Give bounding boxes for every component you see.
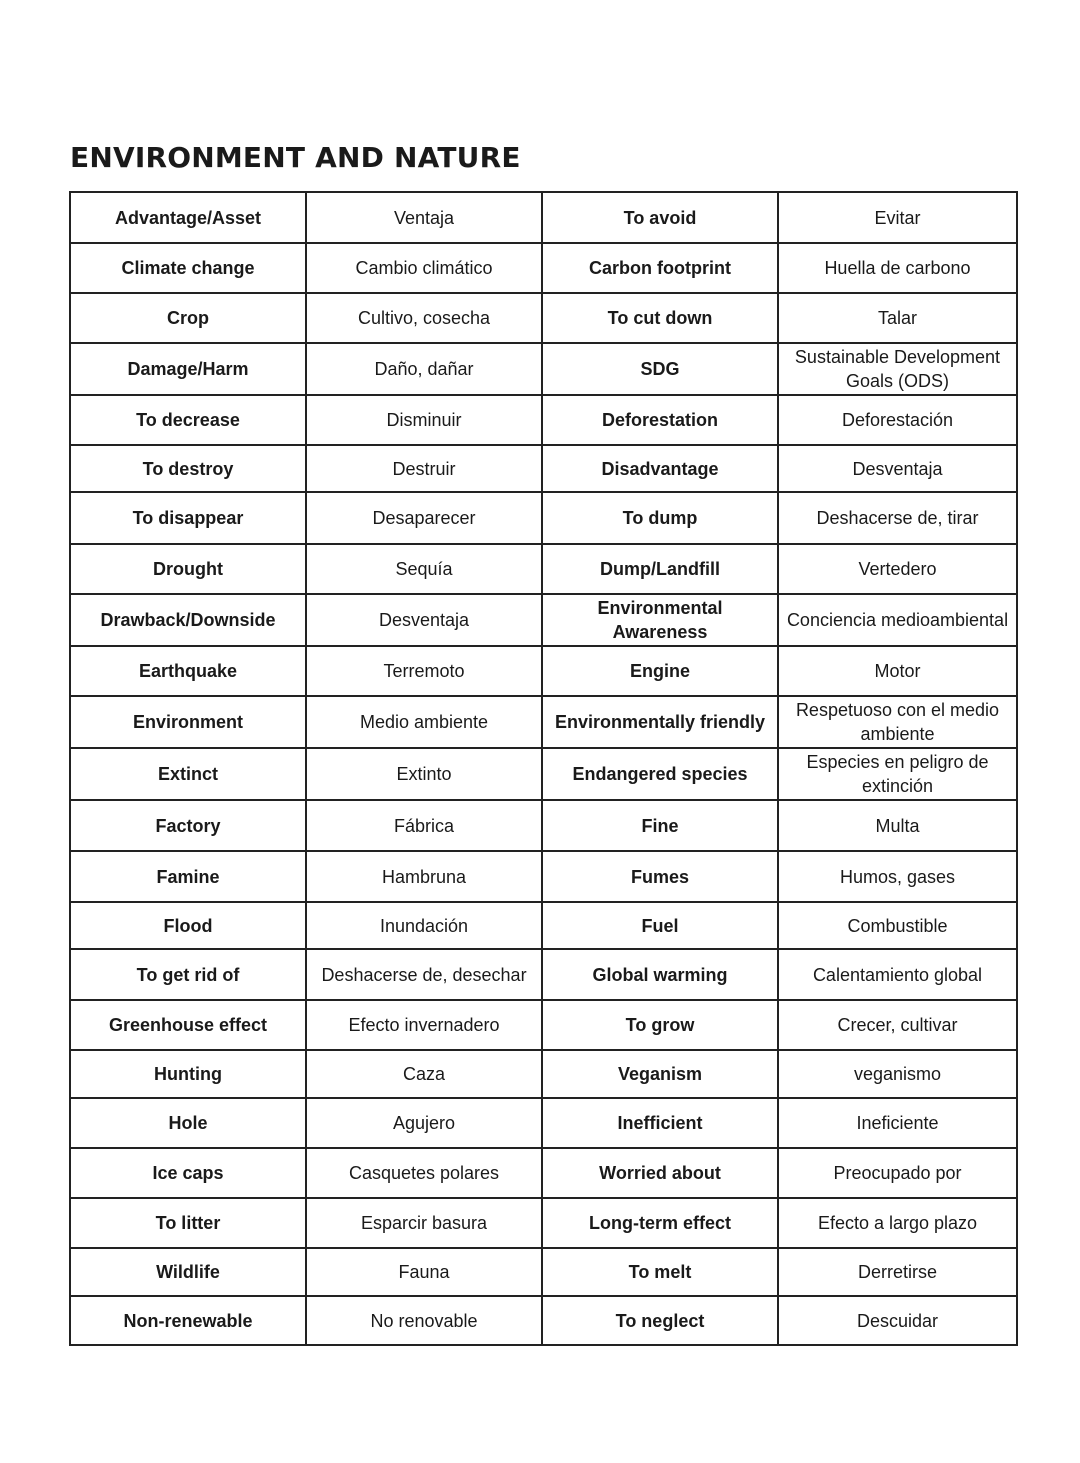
term-english-left: Factory <box>70 800 306 851</box>
vocabulary-table-body <box>70 192 1017 1345</box>
term-english-right: Veganism <box>542 1050 778 1098</box>
translation-spanish-right: Derretirse <box>778 1248 1017 1296</box>
translation-spanish-left: No renovable <box>306 1296 542 1345</box>
translation-spanish-left: Deshacerse de, desechar <box>306 949 542 1000</box>
translation-spanish-left: Fauna <box>306 1248 542 1296</box>
term-english-right: Environmental Awareness <box>542 594 778 646</box>
table-row <box>70 192 1017 243</box>
term-english-left: Flood <box>70 902 306 949</box>
translation-spanish-left: Caza <box>306 1050 542 1098</box>
term-english-right: Inefficient <box>542 1098 778 1148</box>
table-row <box>70 1148 1017 1198</box>
term-english-left: Climate change <box>70 243 306 293</box>
translation-spanish-left: Inundación <box>306 902 542 949</box>
translation-spanish-right: Especies en peligro de extinción <box>778 748 1017 800</box>
translation-spanish-left: Disminuir <box>306 395 542 445</box>
translation-spanish-left: Sequía <box>306 544 542 594</box>
table-row <box>70 293 1017 343</box>
term-english-right: Endangered species <box>542 748 778 800</box>
term-english-left: To get rid of <box>70 949 306 1000</box>
translation-spanish-left: Medio ambiente <box>306 696 542 748</box>
translation-spanish-left: Daño, dañar <box>306 343 542 395</box>
table-row <box>70 800 1017 851</box>
translation-spanish-right: Crecer, cultivar <box>778 1000 1017 1050</box>
translation-spanish-left: Cambio climático <box>306 243 542 293</box>
table-row <box>70 1198 1017 1248</box>
translation-spanish-left: Esparcir basura <box>306 1198 542 1248</box>
translation-spanish-left: Casquetes polares <box>306 1148 542 1198</box>
table-row <box>70 492 1017 544</box>
translation-spanish-left: Agujero <box>306 1098 542 1148</box>
term-english-right: Global warming <box>542 949 778 1000</box>
term-english-left: Damage/Harm <box>70 343 306 395</box>
term-english-right: Fine <box>542 800 778 851</box>
term-english-left: To destroy <box>70 445 306 492</box>
translation-spanish-left: Cultivo, cosecha <box>306 293 542 343</box>
term-english-right: Environmentally friendly <box>542 696 778 748</box>
term-english-left: To decrease <box>70 395 306 445</box>
term-english-right: Engine <box>542 646 778 696</box>
term-english-right: To dump <box>542 492 778 544</box>
table-row <box>70 696 1017 748</box>
translation-spanish-right: Conciencia medioambiental <box>778 594 1017 646</box>
translation-spanish-right: Motor <box>778 646 1017 696</box>
term-english-left: Ice caps <box>70 1148 306 1198</box>
term-english-right: Fumes <box>542 851 778 902</box>
term-english-right: Fuel <box>542 902 778 949</box>
term-english-left: Drought <box>70 544 306 594</box>
translation-spanish-right: Ineficiente <box>778 1098 1017 1148</box>
translation-spanish-right: Talar <box>778 293 1017 343</box>
term-english-left: Drawback/Downside <box>70 594 306 646</box>
translation-spanish-right: Sustainable Development Goals (ODS) <box>778 343 1017 395</box>
term-english-right: Deforestation <box>542 395 778 445</box>
translation-spanish-left: Desventaja <box>306 594 542 646</box>
table-row <box>70 1000 1017 1050</box>
translation-spanish-right: Multa <box>778 800 1017 851</box>
term-english-left: Crop <box>70 293 306 343</box>
table-row <box>70 646 1017 696</box>
term-english-left: Non-renewable <box>70 1296 306 1345</box>
table-row <box>70 544 1017 594</box>
term-english-right: Disadvantage <box>542 445 778 492</box>
translation-spanish-right: Desventaja <box>778 445 1017 492</box>
term-english-right: Worried about <box>542 1148 778 1198</box>
table-row <box>70 343 1017 395</box>
term-english-right: To cut down <box>542 293 778 343</box>
page-title: ENVIRONMENT AND NATURE <box>70 141 521 174</box>
translation-spanish-left: Terremoto <box>306 646 542 696</box>
term-english-left: Extinct <box>70 748 306 800</box>
translation-spanish-left: Desaparecer <box>306 492 542 544</box>
translation-spanish-left: Hambruna <box>306 851 542 902</box>
table-row <box>70 949 1017 1000</box>
term-english-left: Advantage/Asset <box>70 192 306 243</box>
translation-spanish-right: Vertedero <box>778 544 1017 594</box>
term-english-right: To melt <box>542 1248 778 1296</box>
term-english-right: Dump/Landfill <box>542 544 778 594</box>
term-english-left: To disappear <box>70 492 306 544</box>
term-english-right: Long-term effect <box>542 1198 778 1248</box>
translation-spanish-left: Ventaja <box>306 192 542 243</box>
translation-spanish-right: Deshacerse de, tirar <box>778 492 1017 544</box>
translation-spanish-left: Extinto <box>306 748 542 800</box>
table-row <box>70 1248 1017 1296</box>
translation-spanish-right: Huella de carbono <box>778 243 1017 293</box>
term-english-left: Hunting <box>70 1050 306 1098</box>
table-row <box>70 748 1017 800</box>
term-english-left: Wildlife <box>70 1248 306 1296</box>
translation-spanish-right: Deforestación <box>778 395 1017 445</box>
translation-spanish-right: Efecto a largo plazo <box>778 1198 1017 1248</box>
translation-spanish-left: Efecto invernadero <box>306 1000 542 1050</box>
term-english-right: Carbon footprint <box>542 243 778 293</box>
table-row <box>70 902 1017 949</box>
term-english-left: Famine <box>70 851 306 902</box>
vocabulary-table <box>69 191 1018 1346</box>
translation-spanish-left: Destruir <box>306 445 542 492</box>
term-english-right: To neglect <box>542 1296 778 1345</box>
translation-spanish-right: Respetuoso con el medio ambiente <box>778 696 1017 748</box>
table-row <box>70 1050 1017 1098</box>
term-english-left: Hole <box>70 1098 306 1148</box>
table-row <box>70 243 1017 293</box>
translation-spanish-right: veganismo <box>778 1050 1017 1098</box>
table-row <box>70 1098 1017 1148</box>
term-english-right: SDG <box>542 343 778 395</box>
table-row <box>70 445 1017 492</box>
table-row <box>70 1296 1017 1345</box>
translation-spanish-right: Preocupado por <box>778 1148 1017 1198</box>
translation-spanish-right: Evitar <box>778 192 1017 243</box>
term-english-left: Greenhouse effect <box>70 1000 306 1050</box>
table-row <box>70 851 1017 902</box>
translation-spanish-left: Fábrica <box>306 800 542 851</box>
term-english-left: To litter <box>70 1198 306 1248</box>
term-english-left: Earthquake <box>70 646 306 696</box>
term-english-left: Environment <box>70 696 306 748</box>
term-english-right: To avoid <box>542 192 778 243</box>
translation-spanish-right: Descuidar <box>778 1296 1017 1345</box>
table-row <box>70 395 1017 445</box>
term-english-right: To grow <box>542 1000 778 1050</box>
table-row <box>70 594 1017 646</box>
translation-spanish-right: Humos, gases <box>778 851 1017 902</box>
translation-spanish-right: Calentamiento global <box>778 949 1017 1000</box>
translation-spanish-right: Combustible <box>778 902 1017 949</box>
